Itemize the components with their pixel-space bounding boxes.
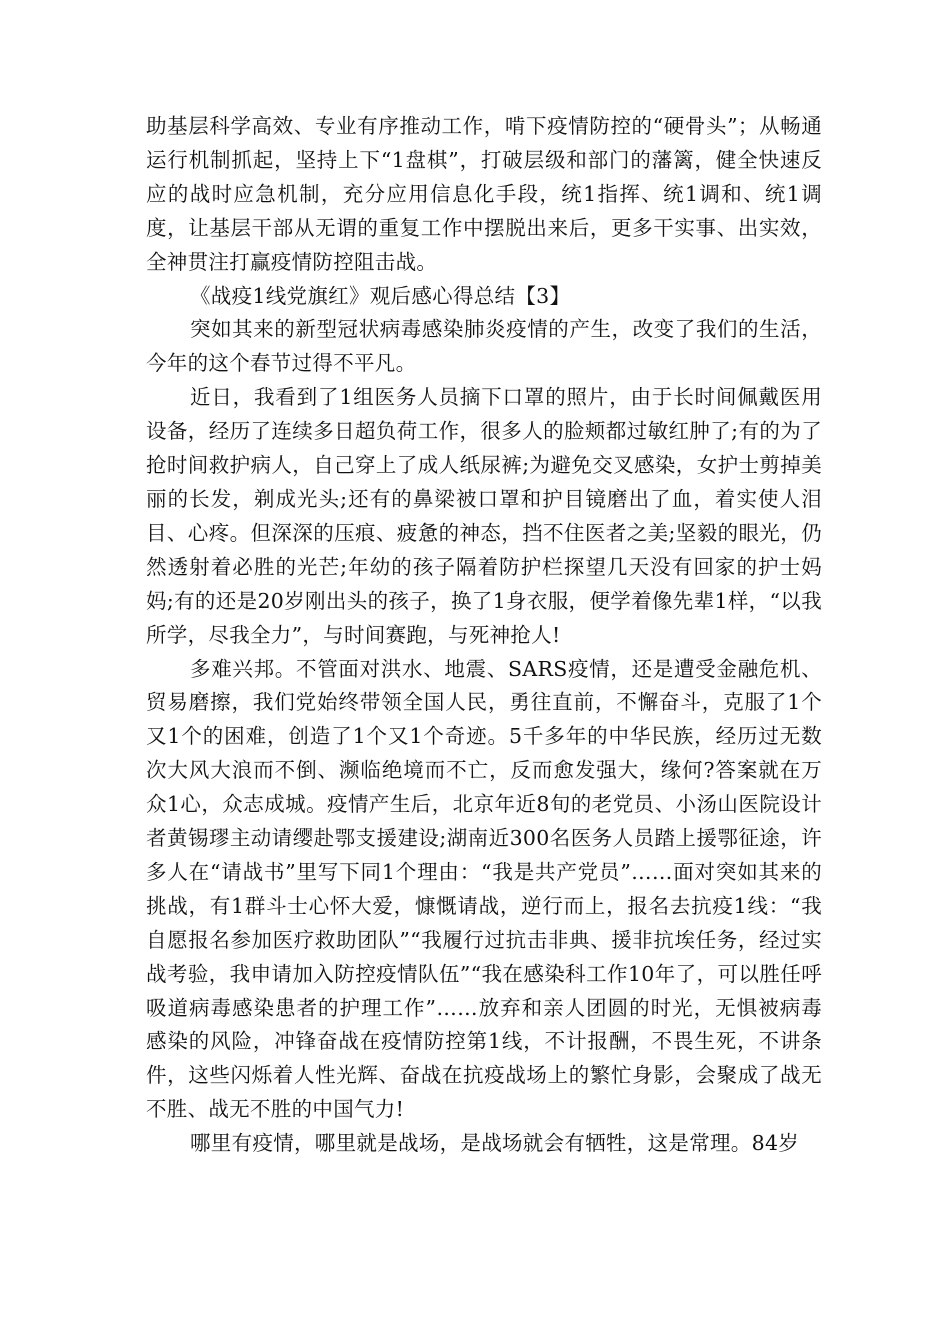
body-paragraph-5: 哪里有疫情，哪里就是战场，是战场就会有牺牲，这是常理。84岁 bbox=[190, 1131, 800, 1156]
body-paragraph-2: 突如其来的新型冠状病毒感染肺炎疫情的产生，改变了我们的生活，今年的这个春节过得不平凡。 bbox=[146, 317, 822, 376]
document-page bbox=[146, 110, 822, 1161]
body-paragraph-1: 助基层科学高效、专业有序推动工作，啃下疫情防控的“硬骨头”；从畅通运行机制抓起，坚持上下“1盘棋”，打破层级和部门的藩篱，健全快速反应的战时应急机制，充分应用信息化手段，统1指挥、统1调和、统1调度，让基层干部从无谓的重复工作中摆脱出来后，更多干实事、出实效，全神贯注打赢疫情防控阻击战。 bbox=[146, 114, 822, 274]
body-paragraph-4: 多难兴邦。不管面对洪水、地震、SARS疫情，还是遭受金融危机、贸易磨擦，我们党始终带领全国人民，勇往直前，不懈奋斗，克服了1个又1个的困难，创造了1个又1个奇迹。5千多年的中华民族，经历过无数次大风大浪而不倒、濒临绝境而不亡，反而愈发强大，缘何?答案就在万众1心，众志成城。疫情产生后，北京年近8旬的老党员、小汤山医院设计者黄锡璆主动请缨赴鄂支援建设;湖南近300名医务人员踏上援鄂征途，许多人在“请战书”里写下同1个理由：“我是共产党员”……面对突如其来的挑战，有1群斗士心怀大爱，慷慨请战，逆行而上，报名去抗疫1线：“我自愿报名参加医疗救助团队”“我履行过抗击非典、援非抗埃任务，经过实战考验，我申请加入防控疫情队伍”“我在感染科工作10年了，可以胜任呼吸道病毒感染患者的护理工作”……放弃和亲人团圆的时光，无惧被病毒感染的风险，冲锋奋战在疫情防控第1线，不计报酬，不畏生死，不讲条件，这些闪烁着人性光辉、奋战在抗疫战场上的繁忙身影，会聚成了战无不胜、战无不胜的中国气力! bbox=[146, 656, 822, 1122]
body-paragraph-3: 近日，我看到了1组医务人员摘下口罩的照片，由于长时间佩戴医用设备，经历了连续多日超负荷工作，很多人的脸颊都过敏红肿了;有的为了抢时间救护病人，自己穿上了成人纸尿裤;为避免交叉感染，女护士剪掉美丽的长发，剃成光头;还有的鼻梁被口罩和护目镜磨出了血，着实使人泪目、心疼。但深深的压痕、疲惫的神态，挡不住医者之美;坚毅的眼光，仍然透射着必胜的光芒;年幼的孩子隔着防护栏探望几天没有回家的护士妈妈;有的还是20岁刚出头的孩子，换了1身衣服，便学着像先辈1样，“以我所学，尽我全力”，与时间赛跑，与死神抢人! bbox=[146, 385, 822, 647]
section-heading: 《战疫1线党旗红》观后感心得总结【3】 bbox=[190, 283, 571, 308]
